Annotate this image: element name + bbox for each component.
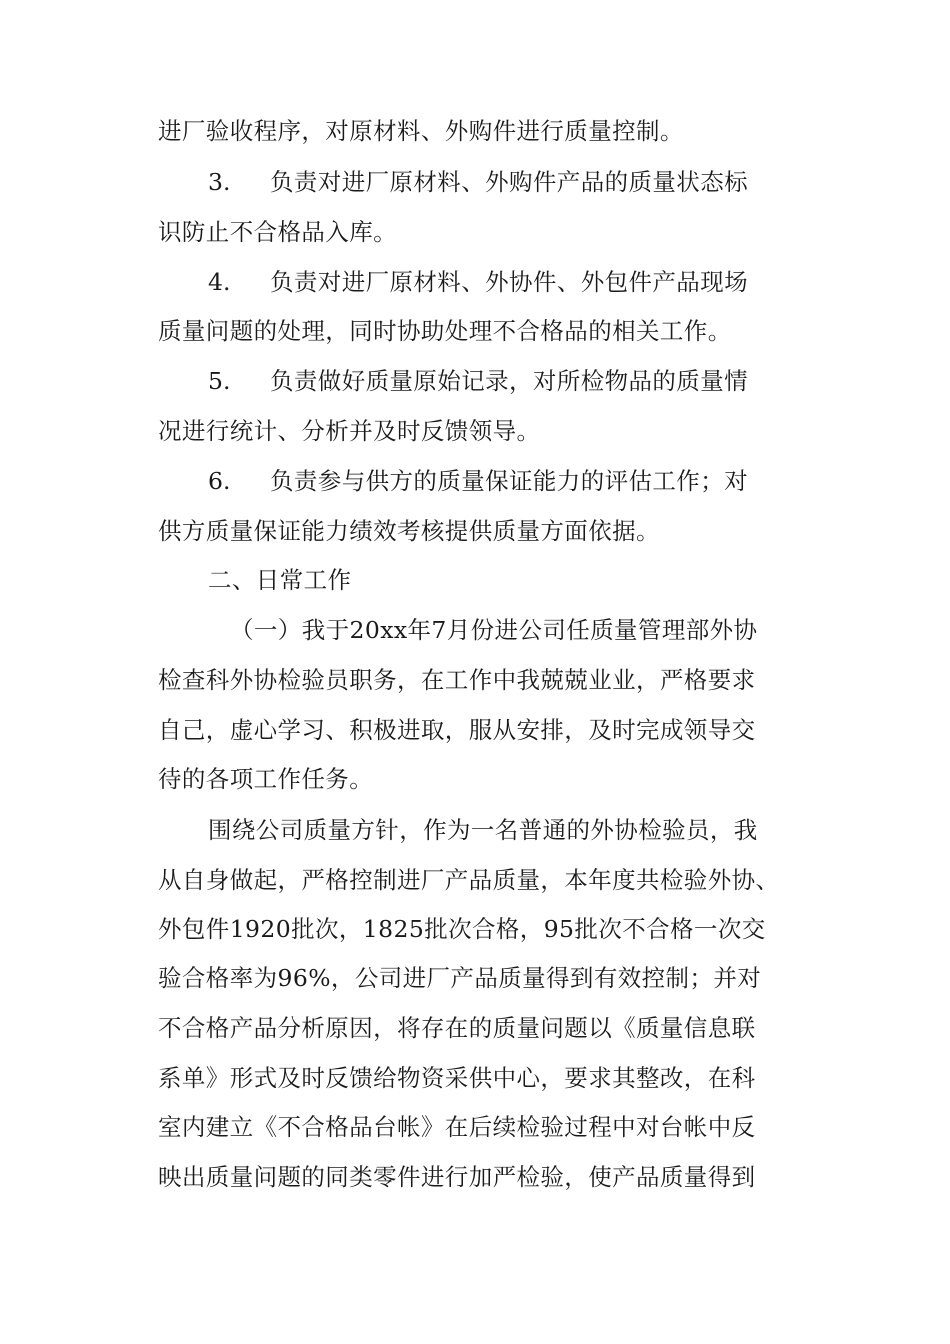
text-line: 检查科外协检验员职务，在工作中我兢兢业业，严格要求 — [158, 666, 756, 694]
text-line: 负责对进厂原材料、外购件产品的质量状态标 — [270, 168, 748, 196]
text-line: 负责参与供方的质量保证能力的评估工作；对 — [270, 467, 748, 495]
list-number: 3. — [208, 168, 231, 196]
list-number: 6. — [208, 467, 231, 495]
text-line: 供方质量保证能力绩效考核提供质量方面依据。 — [158, 517, 660, 545]
text-line: 室内建立《不合格品台帐》在后续检验过程中对台帐中反 — [158, 1113, 756, 1141]
text-line: 况进行统计、分析并及时反馈领导。 — [158, 417, 541, 445]
text-line: 外包件1920批次，1825批次合格，95批次不合格一次交 — [158, 915, 766, 943]
text-line: 映出质量问题的同类零件进行加严检验，使产品质量得到 — [158, 1163, 756, 1191]
text-line: 从自身做起，严格控制进厂产品质量，本年度共检验外协、 — [158, 866, 780, 894]
text-line: 负责对进厂原材料、外协件、外包件产品现场 — [270, 268, 748, 296]
text-line: 负责做好质量原始记录，对所检物品的质量情 — [270, 367, 748, 395]
section-heading: 二、日常工作 — [208, 566, 352, 594]
list-number: 4. — [208, 268, 231, 296]
text-line: （一）我于20xx年7月份进公司任质量管理部外协 — [230, 616, 758, 644]
text-line: 不合格产品分析原因，将存在的质量问题以《质量信息联 — [158, 1014, 756, 1042]
text-line: 识防止不合格品入库。 — [158, 218, 397, 246]
text-line: 系单》形式及时反馈给物资采供中心，要求其整改，在科 — [158, 1064, 756, 1092]
text-line: 待的各项工作任务。 — [158, 765, 374, 793]
text-line: 质量问题的处理，同时协助处理不合格品的相关工作。 — [158, 317, 732, 345]
text-line: 自己，虚心学习、积极进取，服从安排，及时完成领导交 — [158, 716, 756, 744]
text-line: 围绕公司质量方针，作为一名普通的外协检验员，我 — [208, 816, 758, 844]
text-line: 验合格率为96%，公司进厂产品质量得到有效控制；并对 — [158, 964, 762, 992]
list-number: 5. — [208, 367, 231, 395]
text-line: 进厂验收程序，对原材料、外购件进行质量控制。 — [158, 117, 684, 145]
